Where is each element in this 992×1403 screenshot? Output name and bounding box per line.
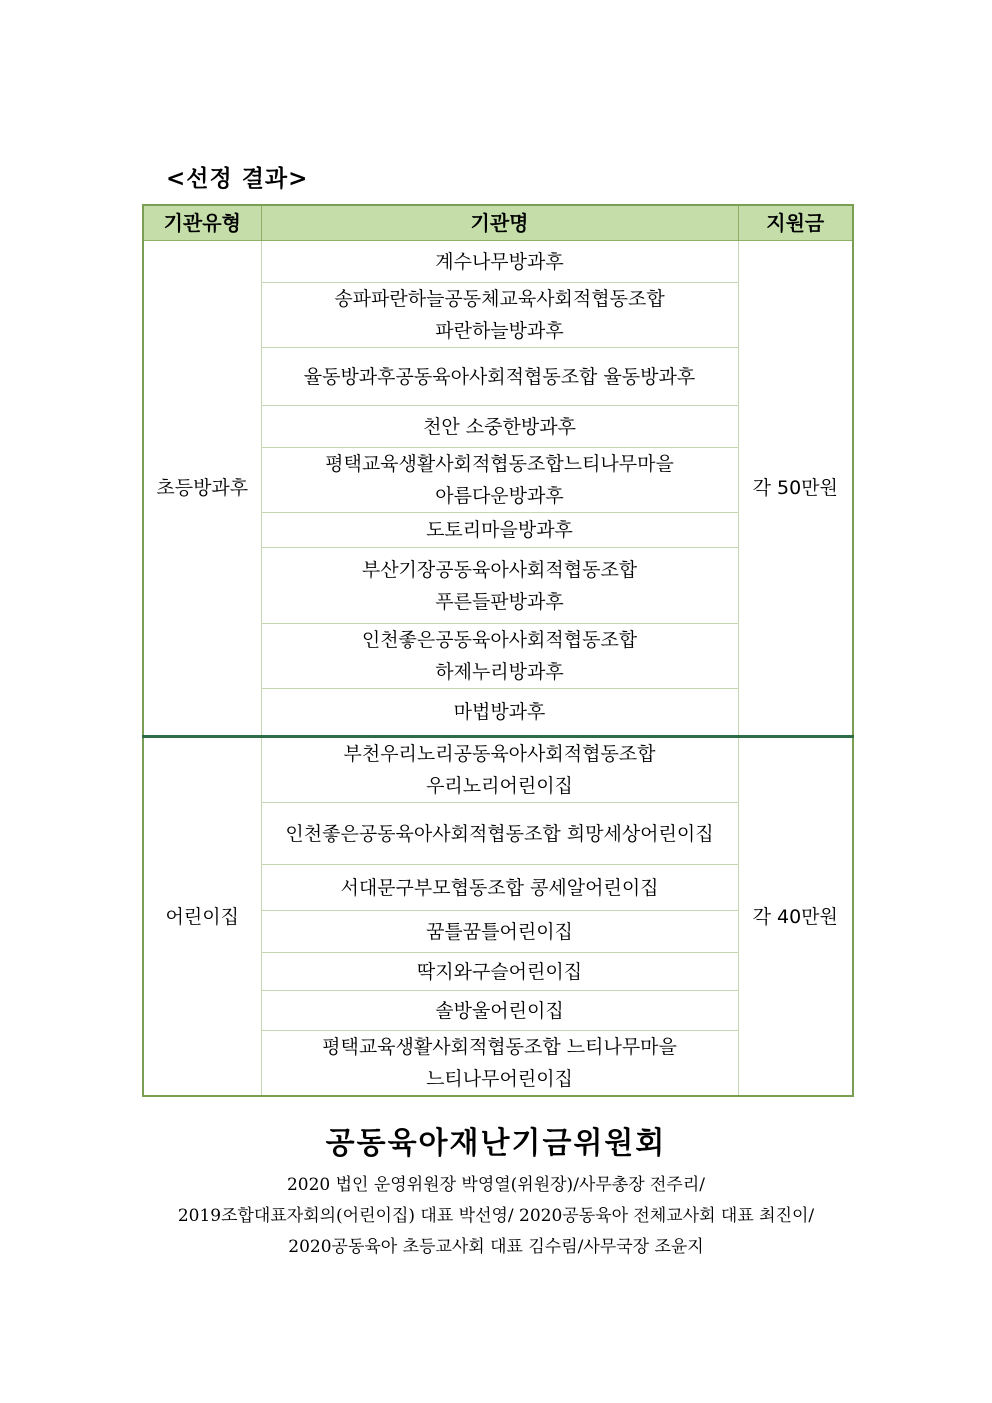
- org-name-cell: [261, 348, 738, 406]
- org-name-cell: [261, 448, 738, 513]
- org-name-line: 느티나무어린이집: [426, 1068, 573, 1090]
- org-name-cell: [261, 865, 738, 911]
- org-name-line: 부산기장공동육아사회적협동조합: [361, 558, 638, 581]
- org-name-line: 솔방울어린이집: [435, 999, 564, 1022]
- org-type-cell: 어린이집: [143, 737, 261, 1097]
- org-name-line: 푸른들판방과후: [435, 590, 564, 613]
- header-support-amount: 지원금: [738, 205, 853, 241]
- org-name-cell: [261, 1031, 738, 1097]
- support-amount-cell: 각 50만원: [738, 241, 853, 737]
- committee-title: 공동육아재난기금위원회: [325, 1126, 667, 1161]
- org-name-line: 딱지와구슬어린이집: [416, 960, 583, 983]
- org-name-cell: [261, 803, 738, 865]
- table-header-row: [143, 205, 853, 241]
- table-row: [143, 737, 853, 803]
- org-name-line: 계수나무방과후: [435, 250, 564, 273]
- org-name-cell: [261, 548, 738, 624]
- org-name-cell: [261, 513, 738, 548]
- support-amount-cell: 각 40만원: [738, 737, 853, 1097]
- table-row: [143, 241, 853, 283]
- footer-line-2: 2019조합대표자회의(어린이집) 대표 박선영/ 2020공동육아 전체교사회 대표 최진이/: [177, 1206, 815, 1226]
- org-name-cell: [261, 689, 738, 737]
- header-org-name: 기관명: [261, 205, 738, 241]
- org-name-cell: [261, 624, 738, 689]
- footer-line-3: 2020공동육아 초등교사회 대표 김수림/사무국장 조윤지: [288, 1237, 704, 1257]
- org-name-cell: [261, 991, 738, 1031]
- org-name-cell: [261, 737, 738, 803]
- org-name-cell: [261, 911, 738, 953]
- org-name-line: 파란하늘방과후: [435, 320, 564, 342]
- org-name-line: 아름다운방과후: [435, 485, 564, 507]
- selection-results-table: [142, 204, 854, 1097]
- org-name-line: 인천좋은공동육아사회적협동조합 희망세상어린이집: [285, 822, 714, 845]
- org-name-line: 송파파란하늘공동체교육사회적협동조합: [334, 288, 665, 310]
- header-org-type: 기관유형: [143, 205, 261, 241]
- org-name-cell: [261, 241, 738, 283]
- org-name-line: 천안 소중한방과후: [423, 415, 576, 438]
- org-name-line: 평택교육생활사회적협동조합 느티나무마을: [322, 1036, 677, 1058]
- org-name-line: 평택교육생활사회적협동조합느티나무마을: [325, 453, 674, 475]
- org-name-line: 마법방과후: [453, 701, 546, 723]
- org-name-line: 서대문구부모협동조합 콩세알어린이집: [340, 876, 659, 899]
- org-name-line: 인천좋은공동육아사회적협동조합: [361, 629, 638, 651]
- org-name-cell: [261, 283, 738, 348]
- org-name-line: 꿈틀꿈틀어린이집: [426, 920, 573, 943]
- org-name-cell: [261, 406, 738, 448]
- footer-line-1: 2020 법인 운영위원장 박영열(위원장)/사무총장 전주리/: [286, 1175, 706, 1195]
- section-heading: <선정 결과>: [166, 165, 309, 192]
- org-name-line: 우리노리어린이집: [426, 775, 573, 797]
- org-name-line: 율동방과후공동육아사회적협동조합 율동방과후: [303, 365, 696, 388]
- org-type-cell: 초등방과후: [143, 241, 261, 737]
- org-name-line: 하제누리방과후: [435, 661, 564, 683]
- org-name-line: 도토리마을방과후: [426, 519, 573, 541]
- org-name-line: 부천우리노리공동육아사회적협동조합: [343, 743, 656, 765]
- org-name-cell: [261, 953, 738, 991]
